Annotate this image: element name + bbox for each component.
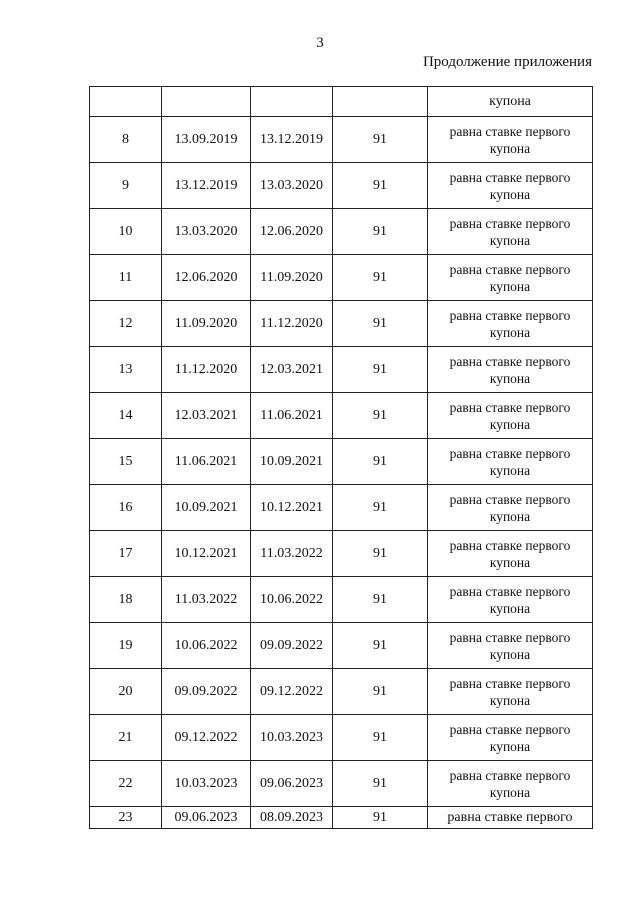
cell-start-date: 11.03.2022 (162, 577, 251, 623)
cell-start-date: 13.12.2019 (162, 163, 251, 209)
cell-end-date: 13.12.2019 (251, 117, 333, 163)
coupon-rate-line: купона (489, 416, 531, 432)
coupon-schedule-body (90, 87, 593, 829)
coupon-rate-line: купона (489, 278, 531, 294)
coupon-rate-line: купона (489, 554, 531, 570)
table-row (90, 623, 593, 669)
cell-coupon-number: 17 (90, 531, 162, 577)
coupon-rate-line: купона (489, 462, 531, 478)
cell-coupon-rate (428, 531, 593, 577)
cell-period-days: 91 (333, 761, 428, 807)
cell-coupon-rate (428, 209, 593, 255)
cell-end-date: 11.09.2020 (251, 255, 333, 301)
cell-end-date (251, 87, 333, 117)
cell-coupon-number: 13 (90, 347, 162, 393)
coupon-rate-line: купона (489, 738, 531, 754)
coupon-rate-line: равна ставке первого (449, 445, 571, 461)
coupon-rate-line: купона (489, 784, 531, 800)
cell-coupon-rate (428, 623, 593, 669)
cell-start-date: 11.12.2020 (162, 347, 251, 393)
cell-period-days: 91 (333, 117, 428, 163)
cell-period-days (333, 87, 428, 117)
cell-period-days: 91 (333, 255, 428, 301)
table-row (90, 577, 593, 623)
table-row-partial (90, 807, 593, 829)
cell-period-days: 91 (333, 209, 428, 255)
cell-start-date: 09.06.2023 (162, 807, 251, 829)
table-row (90, 117, 593, 163)
coupon-rate-line: равна ставке первого (449, 169, 571, 185)
coupon-rate-line: равна ставке первого (449, 675, 571, 691)
cell-coupon-rate (428, 255, 593, 301)
coupon-rate-line: купона (489, 646, 531, 662)
cell-period-days: 91 (333, 485, 428, 531)
coupon-rate-line: купона (489, 692, 531, 708)
coupon-rate-line: равна ставке первого (449, 261, 571, 277)
cell-period-days: 91 (333, 439, 428, 485)
cell-end-date: 09.06.2023 (251, 761, 333, 807)
cell-end-date: 13.03.2020 (251, 163, 333, 209)
cell-coupon-rate (428, 163, 593, 209)
coupon-rate-line: равна ставке первого (449, 307, 571, 323)
cell-end-date: 11.06.2021 (251, 393, 333, 439)
cell-coupon-rate (428, 577, 593, 623)
cell-coupon-number: 20 (90, 669, 162, 715)
cell-end-date: 12.03.2021 (251, 347, 333, 393)
coupon-rate-line: купона (489, 600, 531, 616)
cell-period-days: 91 (333, 669, 428, 715)
cell-start-date: 10.12.2021 (162, 531, 251, 577)
cell-coupon-rate (428, 485, 593, 531)
cell-start-date: 10.03.2023 (162, 761, 251, 807)
cell-coupon-rate (428, 761, 593, 807)
table-row (90, 669, 593, 715)
cell-coupon-number: 23 (90, 807, 162, 829)
coupon-rate-line: равна ставке первого (449, 767, 571, 783)
coupon-rate-line: равна ставке первого (449, 721, 571, 737)
table-row (90, 163, 593, 209)
coupon-rate-line: равна ставке первого (449, 491, 571, 507)
coupon-rate-line: равна ставке первого (449, 583, 571, 599)
cell-start-date: 09.09.2022 (162, 669, 251, 715)
coupon-rate-line: равна ставке первого (449, 353, 571, 369)
coupon-rate-line: равна ставке первого (449, 629, 571, 645)
cell-end-date: 10.06.2022 (251, 577, 333, 623)
coupon-rate-line: купона (489, 508, 531, 524)
cell-end-date: 09.12.2022 (251, 669, 333, 715)
cell-end-date: 12.06.2020 (251, 209, 333, 255)
cell-end-date: 10.09.2021 (251, 439, 333, 485)
coupon-schedule-table (89, 86, 593, 829)
table-row (90, 393, 593, 439)
cell-start-date: 11.06.2021 (162, 439, 251, 485)
cell-period-days: 91 (333, 301, 428, 347)
cell-end-date: 10.12.2021 (251, 485, 333, 531)
coupon-rate-line: купона (489, 232, 531, 248)
cell-coupon-number: 10 (90, 209, 162, 255)
cell-coupon-number: 12 (90, 301, 162, 347)
cell-coupon-rate (428, 301, 593, 347)
cell-start-date: 10.09.2021 (162, 485, 251, 531)
table-row (90, 347, 593, 393)
cell-coupon-number: 8 (90, 117, 162, 163)
cell-coupon-number: 18 (90, 577, 162, 623)
cell-coupon-rate (428, 347, 593, 393)
cell-period-days: 91 (333, 807, 428, 829)
cell-coupon-number (90, 87, 162, 117)
cell-period-days: 91 (333, 715, 428, 761)
cell-coupon-number: 11 (90, 255, 162, 301)
table-row (90, 255, 593, 301)
cell-coupon-rate: купона (428, 87, 593, 117)
table-row (90, 301, 593, 347)
table-row (90, 531, 593, 577)
cell-coupon-number: 9 (90, 163, 162, 209)
cell-coupon-rate (428, 393, 593, 439)
cell-start-date (162, 87, 251, 117)
coupon-rate-line: равна ставке первого (449, 215, 571, 231)
cell-coupon-rate (428, 439, 593, 485)
table-row (90, 209, 593, 255)
cell-start-date: 12.06.2020 (162, 255, 251, 301)
cell-period-days: 91 (333, 623, 428, 669)
cell-coupon-number: 14 (90, 393, 162, 439)
coupon-rate-line: купона (489, 186, 531, 202)
coupon-rate-line: купона (489, 140, 531, 156)
coupon-rate-line: равна ставке первого (449, 399, 571, 415)
cell-end-date: 11.03.2022 (251, 531, 333, 577)
cell-start-date: 11.09.2020 (162, 301, 251, 347)
cell-start-date: 09.12.2022 (162, 715, 251, 761)
cell-start-date: 12.03.2021 (162, 393, 251, 439)
cell-start-date: 13.09.2019 (162, 117, 251, 163)
coupon-rate-line: равна ставке первого (449, 537, 571, 553)
coupon-rate-line: купона (489, 370, 531, 386)
table-row-continued (90, 87, 593, 117)
cell-end-date: 10.03.2023 (251, 715, 333, 761)
cell-period-days: 91 (333, 531, 428, 577)
cell-end-date: 11.12.2020 (251, 301, 333, 347)
table-row (90, 715, 593, 761)
cell-coupon-number: 19 (90, 623, 162, 669)
table-row (90, 761, 593, 807)
cell-end-date: 09.09.2022 (251, 623, 333, 669)
cell-coupon-number: 22 (90, 761, 162, 807)
cell-end-date: 08.09.2023 (251, 807, 333, 829)
table-row (90, 439, 593, 485)
coupon-rate-line: равна ставке первого (449, 123, 571, 139)
cell-period-days: 91 (333, 393, 428, 439)
page-number: 3 (316, 35, 324, 51)
cell-coupon-number: 15 (90, 439, 162, 485)
cell-start-date: 10.06.2022 (162, 623, 251, 669)
cell-coupon-rate (428, 715, 593, 761)
cell-coupon-rate: равна ставке первого (428, 807, 593, 829)
cell-period-days: 91 (333, 347, 428, 393)
cell-period-days: 91 (333, 163, 428, 209)
table-row (90, 485, 593, 531)
cell-coupon-number: 21 (90, 715, 162, 761)
cell-start-date: 13.03.2020 (162, 209, 251, 255)
cell-coupon-rate (428, 669, 593, 715)
cell-coupon-number: 16 (90, 485, 162, 531)
cell-coupon-rate (428, 117, 593, 163)
coupon-rate-line: купона (489, 324, 531, 340)
continuation-heading: Продолжение приложения (422, 54, 592, 70)
cell-period-days: 91 (333, 577, 428, 623)
